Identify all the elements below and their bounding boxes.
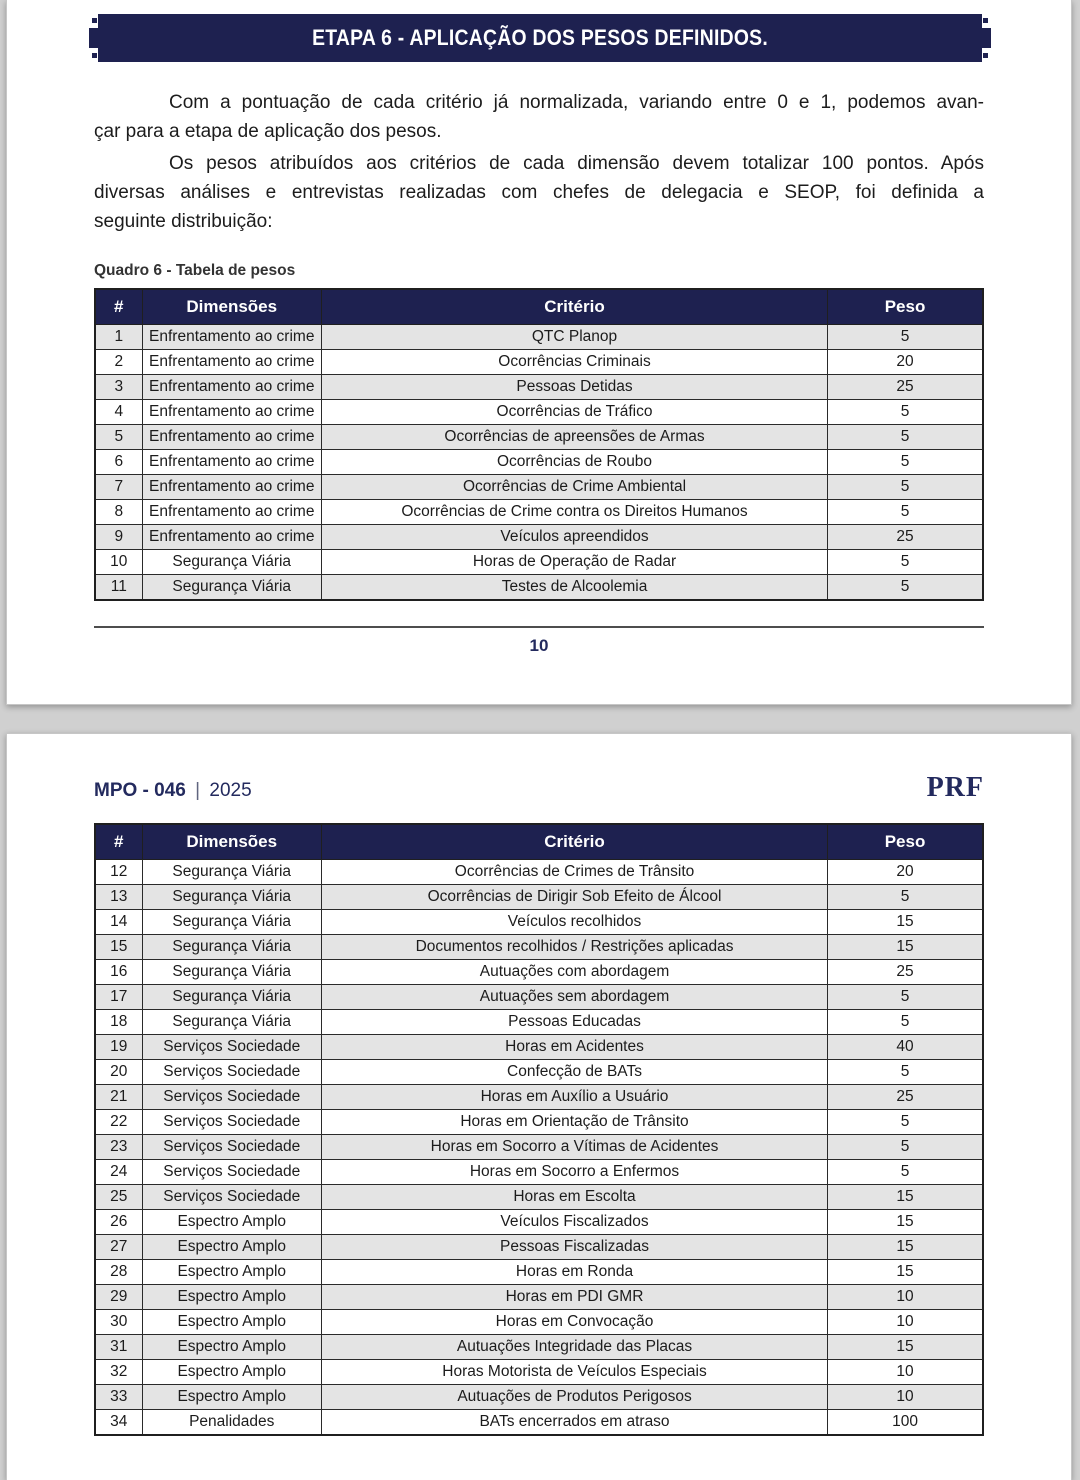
dimension-cell: Espectro Amplo [142,1309,321,1334]
paragraph-1 [94,88,984,146]
row-number: 6 [95,449,142,474]
row-number: 13 [95,884,142,909]
weight-cell: 5 [828,499,983,524]
document-reference [94,780,252,802]
weight-cell: 40 [828,1034,983,1059]
weight-cell: 10 [828,1284,983,1309]
page-number: 10 [529,635,549,655]
dimension-cell: Espectro Amplo [142,1209,321,1234]
table-row [95,1034,983,1059]
table-row [95,1009,983,1034]
criterion-cell: Horas Motorista de Veículos Especiais [321,1359,827,1384]
dimension-cell: Enfrentamento ao crime [142,374,321,399]
dimension-cell: Espectro Amplo [142,1334,321,1359]
table-row [95,399,983,424]
criterion-cell: Horas em Orientação de Trânsito [321,1109,827,1134]
table-row [95,984,983,1009]
table-caption: Quadro 6 - Tabela de pesos [94,262,296,279]
weights-table-page-1 [94,288,984,601]
table-row [95,959,983,984]
criterion-cell: Pessoas Educadas [321,1009,827,1034]
weight-cell: 25 [828,959,983,984]
table-header [95,289,983,324]
paragraph-2-line-2: diversas análises e entrevistas realizadas com chefes de delegacia e SEOP, foi definida a [94,182,984,203]
table-row [95,1384,983,1409]
weight-cell: 5 [828,324,983,349]
table-row [95,1184,983,1209]
dimension-cell: Segurança Viária [142,884,321,909]
table-row [95,1409,983,1435]
weight-cell: 25 [828,374,983,399]
row-number: 28 [95,1259,142,1284]
row-number: 16 [95,959,142,984]
row-number: 31 [95,1334,142,1359]
dimension-cell: Segurança Viária [142,934,321,959]
table-row [95,574,983,600]
row-number: 22 [95,1109,142,1134]
table-header [95,824,983,859]
dimension-cell: Segurança Viária [142,574,321,600]
banner-ornament-dot [983,18,988,23]
row-number: 3 [95,374,142,399]
row-number: 10 [95,549,142,574]
criterion-cell: Veículos Fiscalizados [321,1209,827,1234]
criterion-cell: Pessoas Detidas [321,374,827,399]
banner-ornament-dot [92,18,97,23]
row-number: 14 [95,909,142,934]
weight-cell: 5 [828,1009,983,1034]
row-number: 1 [95,324,142,349]
row-number: 11 [95,574,142,600]
weight-cell: 15 [828,1259,983,1284]
row-number: 19 [95,1034,142,1059]
column-header-peso: Peso [828,289,983,324]
dimension-cell: Serviços Sociedade [142,1184,321,1209]
table-row [95,1059,983,1084]
dimension-cell: Enfrentamento ao crime [142,449,321,474]
table-row [95,1284,983,1309]
weight-cell: 5 [828,574,983,600]
table-row [95,499,983,524]
weight-cell: 20 [828,349,983,374]
dimension-cell: Enfrentamento ao crime [142,474,321,499]
table-row [95,1234,983,1259]
dimension-cell: Serviços Sociedade [142,1109,321,1134]
weight-cell: 5 [828,399,983,424]
row-number: 7 [95,474,142,499]
weight-cell: 5 [828,1059,983,1084]
table-row [95,1134,983,1159]
weight-cell: 25 [828,1084,983,1109]
weight-cell: 15 [828,909,983,934]
column-header-critrio: Critério [321,824,827,859]
dimension-cell: Segurança Viária [142,549,321,574]
row-number: 30 [95,1309,142,1334]
table-row [95,374,983,399]
table-row [95,474,983,499]
criterion-cell: Horas em Convocação [321,1309,827,1334]
weights-table-page-2 [94,823,984,1436]
table-body-rows-1-11 [95,324,983,600]
weight-cell: 5 [828,1159,983,1184]
table-row [95,524,983,549]
weight-cell: 5 [828,449,983,474]
dimension-cell: Enfrentamento ao crime [142,499,321,524]
dimension-cell: Serviços Sociedade [142,1084,321,1109]
column-header-: # [95,289,142,324]
row-number: 2 [95,349,142,374]
table-row [95,1084,983,1109]
criterion-cell: Horas em Auxílio a Usuário [321,1084,827,1109]
row-number: 33 [95,1384,142,1409]
row-number: 17 [95,984,142,1009]
banner-ornament-dot [92,53,97,58]
column-header-critrio: Critério [321,289,827,324]
document-page-2 [6,733,1072,1480]
criterion-cell: Horas em PDI GMR [321,1284,827,1309]
weight-cell: 5 [828,474,983,499]
criterion-cell: Ocorrências de apreensões de Armas [321,424,827,449]
table-row [95,909,983,934]
dimension-cell: Enfrentamento ao crime [142,424,321,449]
table-row [95,549,983,574]
dimension-cell: Enfrentamento ao crime [142,324,321,349]
criterion-cell: Autuações Integridade das Placas [321,1334,827,1359]
criterion-cell: Testes de Alcoolemia [321,574,827,600]
dimension-cell: Segurança Viária [142,1009,321,1034]
section-title: ETAPA 6 - APLICAÇÃO DOS PESOS DEFINIDOS. [312,25,768,50]
table-row [95,1209,983,1234]
column-header-: # [95,824,142,859]
row-number: 25 [95,1184,142,1209]
row-number: 20 [95,1059,142,1084]
weight-cell: 15 [828,1234,983,1259]
weight-cell: 5 [828,1134,983,1159]
dimension-cell: Segurança Viária [142,959,321,984]
column-header-dimenses: Dimensões [142,289,321,324]
criterion-cell: Ocorrências de Crimes de Trânsito [321,859,827,884]
row-number: 23 [95,1134,142,1159]
dimension-cell: Serviços Sociedade [142,1134,321,1159]
weight-cell: 25 [828,524,983,549]
criterion-cell: Horas em Socorro a Enfermos [321,1159,827,1184]
dimension-cell: Segurança Viária [142,984,321,1009]
table-row [95,884,983,909]
table-row [95,1159,983,1184]
document-code-separator: | [195,780,201,801]
weight-cell: 15 [828,1334,983,1359]
criterion-cell: Autuações sem abordagem [321,984,827,1009]
weight-cell: 10 [828,1309,983,1334]
table-row [95,1259,983,1284]
dimension-cell: Espectro Amplo [142,1284,321,1309]
dimension-cell: Enfrentamento ao crime [142,399,321,424]
banner-ornament-dot [983,53,988,58]
table-row [95,324,983,349]
criterion-cell: Autuações com abordagem [321,959,827,984]
section-banner [98,14,982,62]
table-header-row [95,824,983,859]
criterion-cell: Horas em Acidentes [321,1034,827,1059]
page-2-header [94,774,984,802]
row-number: 21 [95,1084,142,1109]
weight-cell: 5 [828,884,983,909]
table-row [95,1109,983,1134]
table-header-row [95,289,983,324]
criterion-cell: QTC Planop [321,324,827,349]
weight-cell: 5 [828,1109,983,1134]
row-number: 18 [95,1009,142,1034]
weight-cell: 15 [828,934,983,959]
dimension-cell: Espectro Amplo [142,1234,321,1259]
dimension-cell: Penalidades [142,1409,321,1435]
row-number: 15 [95,934,142,959]
paragraph-1-line-2: çar para a etapa de aplicação dos pesos. [94,121,442,142]
table-row [95,1359,983,1384]
row-number: 12 [95,859,142,884]
paragraph-2 [94,149,984,236]
paragraph-2-line-3: seguinte distribuição: [94,211,273,232]
dimension-cell: Enfrentamento ao crime [142,349,321,374]
criterion-cell: Documentos recolhidos / Restrições aplicadas [321,934,827,959]
row-number: 26 [95,1209,142,1234]
dimension-cell: Segurança Viária [142,859,321,884]
dimension-cell: Enfrentamento ao crime [142,524,321,549]
weight-cell: 10 [828,1359,983,1384]
document-code: MPO - 046 [94,780,186,801]
row-number: 32 [95,1359,142,1384]
weight-cell: 100 [828,1409,983,1435]
row-number: 5 [95,424,142,449]
criterion-cell: Ocorrências de Crime contra os Direitos Humanos [321,499,827,524]
criterion-cell: Veículos recolhidos [321,909,827,934]
paragraph-2-line-1: Os pesos atribuídos aos critérios de cada dimensão devem totalizar 100 pontos. Após [169,153,984,174]
dimension-cell: Espectro Amplo [142,1384,321,1409]
criterion-cell: Ocorrências de Roubo [321,449,827,474]
dimension-cell: Serviços Sociedade [142,1034,321,1059]
table-row [95,349,983,374]
criterion-cell: Ocorrências de Dirigir Sob Efeito de Álcool [321,884,827,909]
column-header-dimenses: Dimensões [142,824,321,859]
prf-logo: PRF [926,772,984,803]
criterion-cell: Ocorrências Criminais [321,349,827,374]
footer-divider [94,626,984,628]
row-number: 8 [95,499,142,524]
table-row [95,859,983,884]
criterion-cell: Horas de Operação de Radar [321,549,827,574]
criterion-cell: Ocorrências de Crime Ambiental [321,474,827,499]
column-header-peso: Peso [828,824,983,859]
table-row [95,1334,983,1359]
paragraph-1-line-1: Com a pontuação de cada critério já normalizada, variando entre 0 e 1, podemos avan- [169,92,984,113]
document-year: 2025 [209,780,252,801]
criterion-cell: Autuações de Produtos Perigosos [321,1384,827,1409]
criterion-cell: Pessoas Fiscalizadas [321,1234,827,1259]
table-row [95,1309,983,1334]
row-number: 29 [95,1284,142,1309]
criterion-cell: Ocorrências de Tráfico [321,399,827,424]
dimension-cell: Serviços Sociedade [142,1159,321,1184]
criterion-cell: BATs encerrados em atraso [321,1409,827,1435]
criterion-cell: Confecção de BATs [321,1059,827,1084]
row-number: 4 [95,399,142,424]
table-body-rows-12-34 [95,859,983,1435]
row-number: 34 [95,1409,142,1435]
row-number: 27 [95,1234,142,1259]
row-number: 9 [95,524,142,549]
table-row [95,424,983,449]
weight-cell: 5 [828,984,983,1009]
weight-cell: 20 [828,859,983,884]
criterion-cell: Horas em Socorro a Vítimas de Acidentes [321,1134,827,1159]
dimension-cell: Espectro Amplo [142,1359,321,1384]
weight-cell: 15 [828,1209,983,1234]
weight-cell: 5 [828,424,983,449]
row-number: 24 [95,1159,142,1184]
weight-cell: 5 [828,549,983,574]
table-row [95,449,983,474]
criterion-cell: Horas em Escolta [321,1184,827,1209]
criterion-cell: Horas em Ronda [321,1259,827,1284]
dimension-cell: Serviços Sociedade [142,1059,321,1084]
weight-cell: 15 [828,1184,983,1209]
criterion-cell: Veículos apreendidos [321,524,827,549]
table-row [95,934,983,959]
document-page-1 [6,0,1072,705]
weight-cell: 10 [828,1384,983,1409]
dimension-cell: Espectro Amplo [142,1259,321,1284]
dimension-cell: Segurança Viária [142,909,321,934]
